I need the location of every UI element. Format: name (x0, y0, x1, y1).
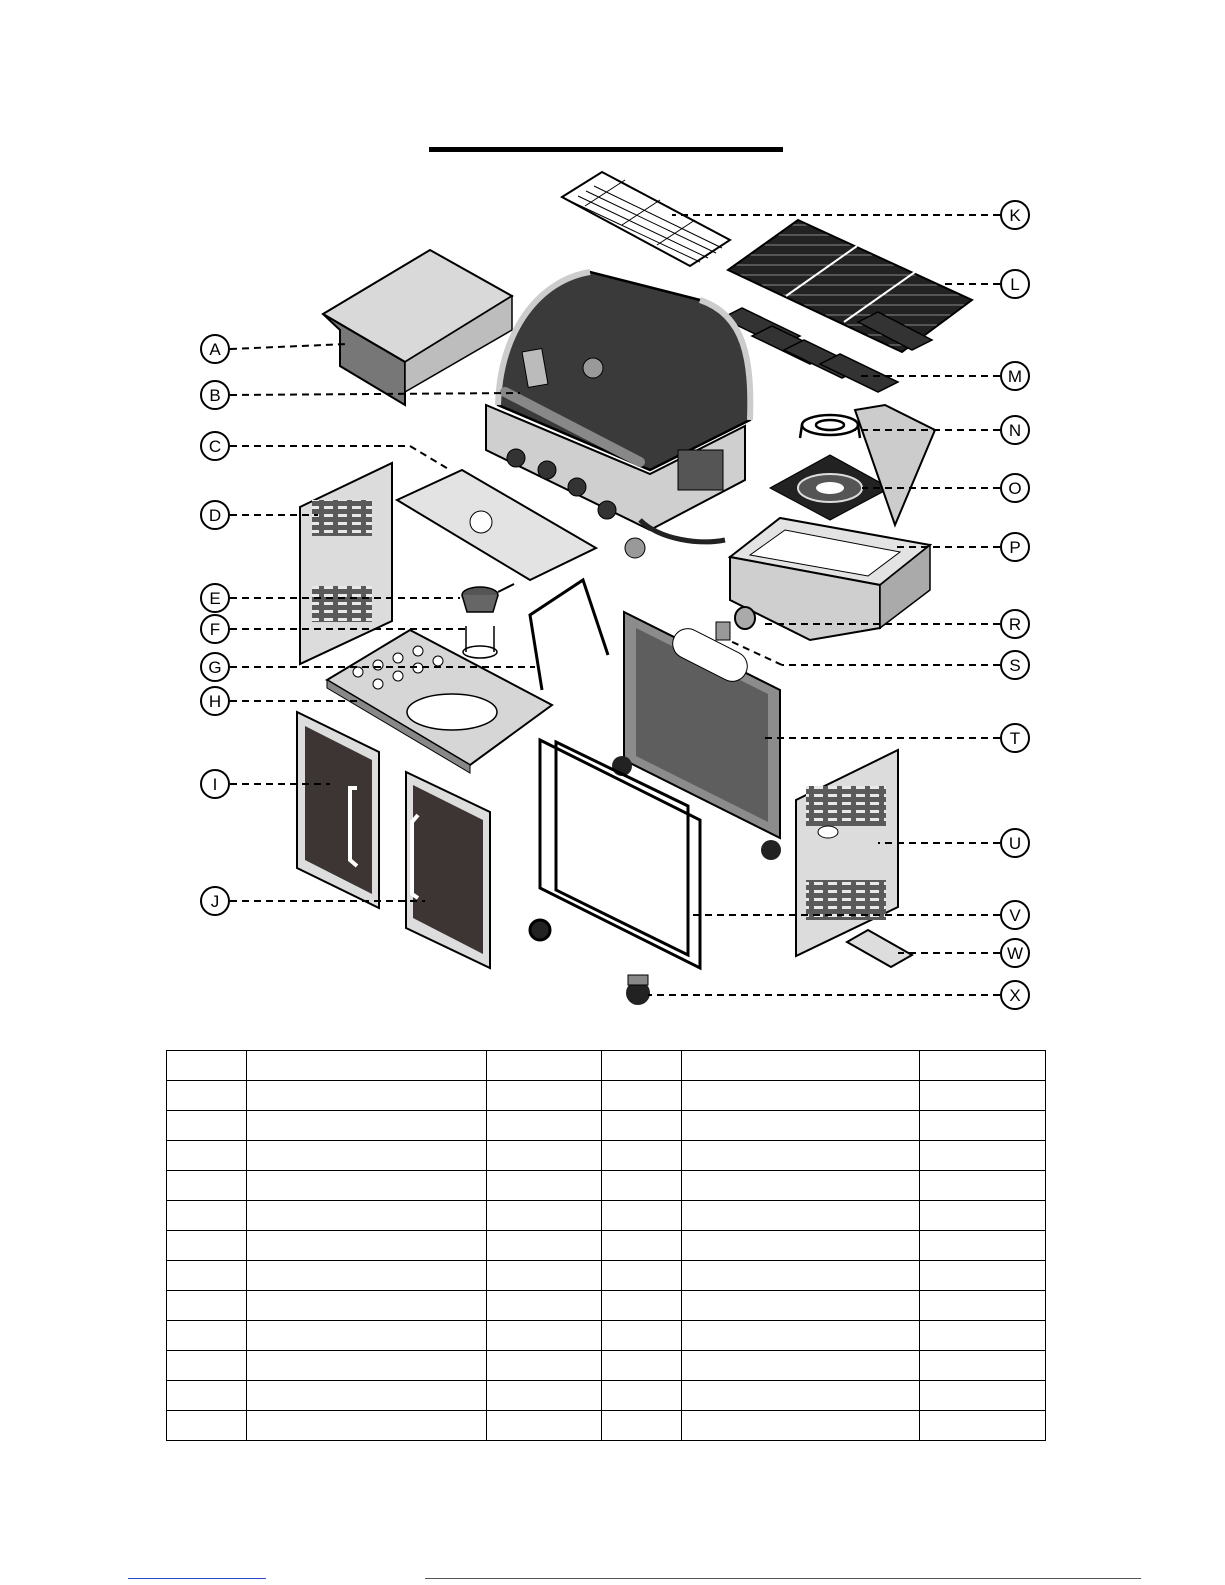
callout-e (201, 584, 229, 612)
table-cell (682, 1171, 920, 1201)
table-cell (247, 1111, 487, 1141)
footer-rule (425, 1578, 1141, 1579)
table-cell (602, 1201, 682, 1231)
svg-text:N: N (1008, 421, 1022, 440)
callout-v (1001, 901, 1029, 929)
callout-b (201, 381, 229, 409)
callout-r (1001, 610, 1029, 638)
table-cell (920, 1141, 1046, 1171)
table-cell (602, 1351, 682, 1381)
part-e-burner-cup (462, 584, 514, 612)
callout-n (1001, 416, 1029, 444)
svg-text:E: E (209, 589, 221, 608)
table-row (167, 1411, 1046, 1441)
table-cell (167, 1381, 247, 1411)
table-cell (602, 1411, 682, 1441)
table-cell (602, 1171, 682, 1201)
table-cell (247, 1231, 487, 1261)
table-cell (487, 1051, 602, 1081)
table-cell (920, 1411, 1046, 1441)
table-row (167, 1141, 1046, 1171)
callout-a (201, 335, 229, 363)
svg-text:B: B (209, 386, 221, 405)
svg-text:J: J (210, 892, 220, 911)
table-cell (682, 1291, 920, 1321)
table-row (167, 1321, 1046, 1351)
svg-text:M: M (1007, 367, 1023, 386)
table-cell (167, 1411, 247, 1441)
table-cell (487, 1231, 602, 1261)
table-cell (682, 1381, 920, 1411)
callouts-right (1001, 201, 1029, 1009)
svg-text:U: U (1008, 834, 1022, 853)
table-cell (920, 1261, 1046, 1291)
table-cell (920, 1351, 1046, 1381)
parts-list-table (166, 1050, 1046, 1441)
table-cell (167, 1171, 247, 1201)
table-cell (682, 1411, 920, 1441)
table-cell (682, 1261, 920, 1291)
table-row (167, 1201, 1046, 1231)
table-cell (167, 1081, 247, 1111)
table-row (167, 1051, 1046, 1081)
callout-p (1001, 533, 1029, 561)
svg-text:L: L (1010, 275, 1020, 294)
table-cell (247, 1291, 487, 1321)
table-cell (920, 1171, 1046, 1201)
table-cell (602, 1231, 682, 1261)
table-cell (247, 1261, 487, 1291)
part-a-side-shelf (323, 250, 512, 405)
svg-text:A: A (209, 340, 221, 359)
table-cell (247, 1201, 487, 1231)
table-cell (682, 1111, 920, 1141)
part-k-warming-rack (562, 172, 730, 266)
table-cell (487, 1261, 602, 1291)
table-cell (602, 1141, 682, 1171)
callout-o (1001, 474, 1029, 502)
table-cell (602, 1321, 682, 1351)
part-t-cart-side (612, 612, 781, 860)
footer-link-underline (128, 1578, 266, 1579)
table-cell (167, 1141, 247, 1171)
callout-w (1001, 939, 1029, 967)
table-cell (247, 1081, 487, 1111)
table-cell (167, 1201, 247, 1231)
callout-c (201, 432, 229, 460)
table-cell (487, 1171, 602, 1201)
table-row (167, 1171, 1046, 1201)
svg-text:T: T (1009, 729, 1021, 748)
part-x-caster (626, 975, 650, 1005)
table-cell (682, 1351, 920, 1381)
part-p-side-burner-housing (730, 518, 930, 640)
svg-text:C: C (208, 437, 222, 456)
table-cell (920, 1201, 1046, 1231)
table-cell (487, 1201, 602, 1231)
table-cell (682, 1321, 920, 1351)
svg-text:G: G (208, 658, 222, 677)
table-row (167, 1351, 1046, 1381)
table-cell (682, 1141, 920, 1171)
table-cell (920, 1081, 1046, 1111)
callout-j (201, 887, 229, 915)
table-row (167, 1231, 1046, 1261)
table-cell (167, 1291, 247, 1321)
table-cell (167, 1321, 247, 1351)
svg-text:S: S (1009, 656, 1021, 675)
svg-text:I: I (212, 775, 218, 794)
callout-u (1001, 829, 1029, 857)
callouts-left (201, 335, 229, 915)
callout-f (201, 615, 229, 643)
callout-i (201, 770, 229, 798)
table-cell (487, 1321, 602, 1351)
svg-text:R: R (1008, 615, 1022, 634)
table-cell (247, 1381, 487, 1411)
table-cell (247, 1321, 487, 1351)
table-cell (602, 1051, 682, 1081)
callout-d (201, 501, 229, 529)
table-row (167, 1111, 1046, 1141)
callout-m (1001, 362, 1029, 390)
callout-t (1001, 724, 1029, 752)
callout-l (1001, 270, 1029, 298)
table-cell (682, 1231, 920, 1261)
table-cell (920, 1381, 1046, 1411)
table-cell (247, 1141, 487, 1171)
table-cell (247, 1351, 487, 1381)
table-cell (247, 1051, 487, 1081)
table-row (167, 1261, 1046, 1291)
table-cell (247, 1411, 487, 1441)
table-cell (167, 1111, 247, 1141)
svg-text:H: H (208, 692, 222, 711)
table-cell (602, 1381, 682, 1411)
callout-h (201, 687, 229, 715)
svg-text:V: V (1009, 906, 1021, 925)
svg-text:O: O (1008, 479, 1022, 498)
table-cell (167, 1351, 247, 1381)
table-cell (487, 1081, 602, 1111)
part-i-left-door (297, 712, 379, 908)
table-row (167, 1291, 1046, 1321)
svg-text:W: W (1006, 944, 1024, 963)
callout-s (1001, 651, 1029, 679)
svg-text:D: D (208, 506, 222, 525)
svg-text:K: K (1009, 206, 1021, 225)
table-cell (487, 1351, 602, 1381)
table-row (167, 1081, 1046, 1111)
table-cell (602, 1081, 682, 1111)
table-cell (920, 1051, 1046, 1081)
table-cell (682, 1051, 920, 1081)
callout-g (201, 653, 229, 681)
part-o-side-burner-lid (855, 405, 935, 525)
part-u-rear-panel (796, 750, 898, 956)
table-cell (920, 1321, 1046, 1351)
callout-x (1001, 981, 1029, 1009)
table-cell (920, 1111, 1046, 1141)
table-cell (247, 1171, 487, 1201)
table-cell (167, 1051, 247, 1081)
part-n-burner-grate (800, 415, 860, 438)
svg-text:F: F (209, 620, 221, 639)
table-cell (602, 1291, 682, 1321)
part-s-knob (716, 622, 730, 640)
table-cell (682, 1201, 920, 1231)
table-cell (602, 1111, 682, 1141)
table-cell (487, 1381, 602, 1411)
table-cell (167, 1261, 247, 1291)
table-cell (602, 1261, 682, 1291)
part-r-bezel (735, 607, 755, 629)
table-row (167, 1381, 1046, 1411)
part-j-right-door (406, 772, 490, 968)
svg-text:P: P (1009, 538, 1021, 557)
table-cell (167, 1231, 247, 1261)
part-g-support-rod (530, 580, 608, 690)
table-cell (487, 1411, 602, 1441)
table-cell (682, 1081, 920, 1111)
table-cell (487, 1111, 602, 1141)
svg-text:X: X (1009, 986, 1021, 1005)
part-w-cover-plate (847, 930, 912, 967)
part-f-cup-support (463, 626, 497, 658)
table-cell (487, 1291, 602, 1321)
table-cell (920, 1231, 1046, 1261)
callout-k (1001, 201, 1029, 229)
table-cell (487, 1141, 602, 1171)
part-d-left-side-panel (300, 463, 392, 664)
table-cell (920, 1291, 1046, 1321)
part-o-side-burner (770, 455, 890, 520)
